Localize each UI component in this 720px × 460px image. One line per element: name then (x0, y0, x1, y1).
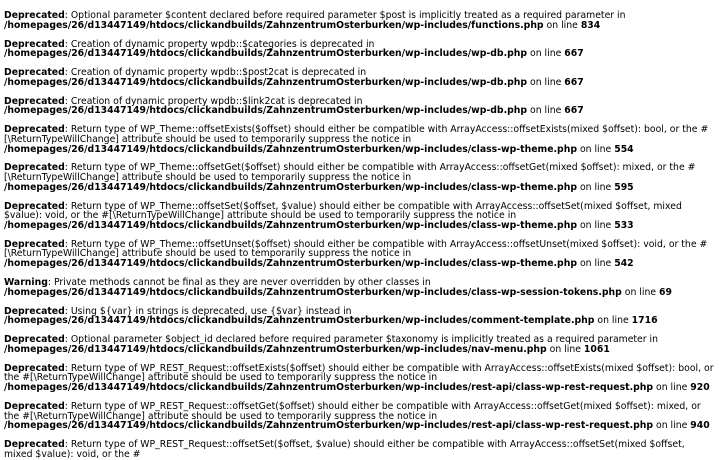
notice-level: Warning (4, 277, 48, 288)
php-notice: Deprecated: Return type of WP_REST_Request::offsetGet($offset) should either be compatible with ArrayAccess::offsetGet(mixed $offset): mixed, or the #[\ReturnTypeWillChange] attribute should be used to temporarily suppress the notice in /homepages/26/d13447149/htdocs/clickandbuilds/ZahnzentrumOsterburken/wp-includes/rest-api/class-wp-rest-request.php on line 940 (4, 400, 710, 432)
notice-file-path: /homepages/26/d13447149/htdocs/clickandbuilds/ZahnzentrumOsterburken/wp-includes/wp-db.php (4, 48, 528, 60)
php-notice: Deprecated: Return type of WP_Theme::offsetUnset($offset) should either be compatible with ArrayAccess::offsetUnset(mixed $offset): void, or the #[\ReturnTypeWillChange] attribute should be used to temporarily suppress the notice in /homepages/26/d13447149/htdocs/clickandbuilds/ZahnzentrumOsterburken/wp-includes/class-wp-theme.php on line 542 (4, 238, 708, 270)
notice-level: Deprecated (4, 200, 65, 212)
notice-message: Creation of dynamic property wpdb::$post2cat is deprecated in (70, 67, 367, 79)
notice-level: Deprecated (4, 400, 65, 412)
notice-level: Deprecated (4, 95, 65, 107)
notice-line-number: 667 (564, 48, 584, 60)
php-notice: Deprecated: Return type of WP_Theme::offsetExists($offset) should either be compatible with ArrayAccess::offsetExists(mixed $offset): bool, or the #[\ReturnTypeWillChange] attribute should be used to temporarily suppress the notice in /homepages/26/d13447149/htdocs/clickandbuilds/ZahnzentrumOsterburken/wp-includes/class-wp-theme.php on line 554 (4, 124, 709, 155)
notice-level: Deprecated (4, 10, 65, 21)
notice-file-path: /homepages/26/d13447149/htdocs/clickandbuilds/ZahnzentrumOsterburken/wp-includes/class-wp-theme.php (4, 219, 577, 231)
notice-message: Return type of WP_REST_Request::offsetGet($offset) should either be compatible with ArrayAccess::offsetGet(mixed $offset): mixed, or the #[\ReturnTypeWillChange] attribute should be used to temporarily suppress the notice in (4, 400, 701, 422)
notice-file-path: /homepages/26/d13447149/htdocs/clickandbuilds/ZahnzentrumOsterburken/wp-includes/wp-db.php (4, 105, 528, 117)
notice-message: Using ${var} in strings is deprecated, use {$var} instead in (70, 305, 352, 317)
php-notice: Deprecated: Creation of dynamic property wpdb::$categories is deprecated in /homepages/26/d13447149/htdocs/clickandbuilds/ZahnzentrumOsterburken/wp-includes/wp-db.php on line 667 (4, 38, 584, 60)
notice-level: Deprecated (4, 439, 65, 451)
notice-line-label: on line (576, 181, 615, 193)
notice-file-path: /homepages/26/d13447149/htdocs/clickandbuilds/ZahnzentrumOsterburken/wp-includes/functions.php (4, 19, 544, 31)
notice-level: Deprecated (4, 124, 65, 136)
notice-file-path: /homepages/26/d13447149/htdocs/clickandbuilds/ZahnzentrumOsterburken/wp-includes/class-wp-theme.php (4, 143, 577, 155)
notice-file-path: /homepages/26/d13447149/htdocs/clickandbuilds/ZahnzentrumOsterburken/wp-includes/class-wp-theme.php (4, 181, 577, 193)
notice-line-number: 69 (659, 286, 672, 298)
notice-level: Deprecated (4, 162, 65, 174)
notice-line-number: 667 (564, 105, 584, 117)
notice-line-number: 667 (564, 76, 584, 88)
notice-line-number: 834 (580, 19, 601, 31)
notice-line-number: 554 (614, 143, 634, 155)
notice-line-label: on line (576, 143, 615, 155)
notice-level: Deprecated (4, 305, 65, 317)
notice-line-label: on line (621, 286, 660, 298)
notice-line-label: on line (546, 343, 584, 355)
php-notice: Deprecated: Optional parameter $object_id declared before required parameter $taxonomy is implicitly treated as a required parameter in /homepages/26/d13447149/htdocs/clickandbuilds/ZahnzentrumOsterburken/wp-includes/nav-menu.php on line 1061 (4, 334, 659, 355)
notice-message: Return type of WP_Theme::offsetSet($offset, $value) should either be compatible with ArrayAccess::offsetSet(mixed $offset, mixed $value): void, or the #[\ReturnTypeWillChange] attribute should be used to temporarily suppress the notice in (4, 200, 682, 222)
notice-line-number: 1716 (631, 315, 658, 327)
notice-line-number: 533 (614, 219, 634, 231)
notice-level: Deprecated (4, 362, 65, 374)
php-notice: Deprecated: Return type of WP_REST_Request::offsetSet($offset, $value) should either be compatible with ArrayAccess::offsetSet(mixed $offset, mixed $value): void, or the # (4, 439, 685, 460)
notice-message: Private methods cannot be final as they are never overridden by other classes in (53, 277, 431, 288)
notice-line-label: on line (653, 381, 691, 393)
php-notice: Deprecated: Return type of WP_Theme::offsetGet($offset) should either be compatible with ArrayAccess::offsetGet(mixed $offset): mixed, or the #[\ReturnTypeWillChange] attribute should be used to temporarily suppress the notice in /homepages/26/d13447149/htdocs/clickandbuilds/ZahnzentrumOsterburken/wp-includes/class-wp-theme.php on line 595 (4, 162, 696, 193)
notice-line-number: 940 (690, 420, 710, 432)
notice-line-number: 595 (614, 181, 634, 193)
notice-message: Return type of WP_Theme::offsetUnset($offset) should either be compatible with ArrayAccess::offsetUnset(mixed $offset): void, or the #[\ReturnTypeWillChange] attribute should be used to temporarily suppress the notice in (4, 238, 708, 260)
notice-message: Creation of dynamic property wpdb::$categories is deprecated in (70, 38, 375, 50)
php-notice: Deprecated: Using ${var} in strings is deprecated, use {$var} instead in /homepages/26/d13447149/htdocs/clickandbuilds/ZahnzentrumOsterburken/wp-includes/comment-template.php on line 1716 (4, 305, 658, 327)
notice-message: Return type of WP_REST_Request::offsetExists($offset) should either be compatible with ArrayAccess::offsetExists(mixed $offset): bool, or the #[\ReturnTypeWillChange] attribute should be used to temporarily suppress the notice in (4, 362, 714, 384)
notice-line-label: on line (527, 48, 565, 60)
notice-file-path: /homepages/26/d13447149/htdocs/clickandbuilds/ZahnzentrumOsterburken/wp-includes/rest-api/class-wp-rest-request.php (4, 381, 654, 393)
notice-file-path: /homepages/26/d13447149/htdocs/clickandbuilds/ZahnzentrumOsterburken/wp-includes/wp-db.php (4, 76, 528, 88)
php-notice: Deprecated: Creation of dynamic property wpdb::$post2cat is deprecated in /homepages/26/d13447149/htdocs/clickandbuilds/ZahnzentrumOsterburken/wp-includes/wp-db.php on line 667 (4, 67, 584, 88)
php-notice: Warning: Private methods cannot be final as they are never overridden by other classes in /homepages/26/d13447149/htdocs/clickandbuilds/ZahnzentrumOsterburken/wp-includes/class-wp-session-tokens.php on line 69 (4, 277, 672, 298)
notice-line-label: on line (527, 105, 565, 117)
notice-file-path: /homepages/26/d13447149/htdocs/clickandbuilds/ZahnzentrumOsterburken/wp-includes/class-wp-session-tokens.php (4, 286, 622, 298)
notice-line-label: on line (543, 19, 581, 31)
notice-file-path: /homepages/26/d13447149/htdocs/clickandbuilds/ZahnzentrumOsterburken/wp-includes/comment-template.php (4, 315, 595, 327)
notice-level: Deprecated (4, 67, 65, 79)
notice-line-number: 920 (690, 381, 710, 393)
notice-message: Optional parameter $content declared before required parameter $post is implicitly treated as a required parameter in (70, 10, 626, 21)
notice-file-path: /homepages/26/d13447149/htdocs/clickandbuilds/ZahnzentrumOsterburken/wp-includes/rest-api/class-wp-rest-request.php (4, 420, 654, 432)
php-notice: Deprecated: Optional parameter $content declared before required parameter $post is implicitly treated as a required parameter in /homepages/26/d13447149/htdocs/clickandbuilds/ZahnzentrumOsterburken/wp-includes/functions.php on line 834 (4, 10, 626, 31)
notice-message: Creation of dynamic property wpdb::$link2cat is deprecated in (70, 95, 363, 107)
php-notice: Deprecated: Creation of dynamic property wpdb::$link2cat is deprecated in /homepages/26/d13447149/htdocs/clickandbuilds/ZahnzentrumOsterburken/wp-includes/wp-db.php on line 667 (4, 95, 584, 117)
notice-level: Deprecated (4, 334, 65, 346)
notice-file-path: /homepages/26/d13447149/htdocs/clickandbuilds/ZahnzentrumOsterburken/wp-includes/nav-menu.php (4, 343, 547, 355)
notice-line-number: 1061 (583, 343, 610, 355)
php-notice: Deprecated: Return type of WP_Theme::offsetSet($offset, $value) should either be compatible with ArrayAccess::offsetSet(mixed $offset, mixed $value): void, or the #[\ReturnTypeWillChange] attribute should be used to temporarily suppress the notice in /homepages/26/d13447149/htdocs/clickandbuilds/ZahnzentrumOsterburken/wp-includes/class-wp-theme.php on line 533 (4, 200, 682, 231)
notice-line-label: on line (594, 315, 632, 327)
notice-line-label: on line (527, 76, 565, 88)
php-notice: Deprecated: Return type of WP_REST_Request::offsetExists($offset) should either be compatible with ArrayAccess::offsetExists(mixed $offset): bool, or the #[\ReturnTypeWillChange] attribute should be used to temporarily suppress the notice in /homepages/26/d13447149/htdocs/clickandbuilds/ZahnzentrumOsterburken/wp-includes/rest-api/class-wp-rest-request.php on line 920 (4, 362, 714, 393)
notice-line-number: 542 (614, 258, 634, 270)
notice-line-label: on line (653, 420, 691, 432)
notice-file-path: /homepages/26/d13447149/htdocs/clickandbuilds/ZahnzentrumOsterburken/wp-includes/class-wp-theme.php (4, 258, 577, 270)
notice-level: Deprecated (4, 38, 65, 50)
notice-level: Deprecated (4, 238, 65, 250)
notice-message: Optional parameter $object_id declared before required parameter $taxonomy is implicitly treated as a required parameter in (70, 334, 659, 346)
notice-message: Return type of WP_Theme::offsetGet($offset) should either be compatible with ArrayAccess::offsetGet(mixed $offset): mixed, or the #[\ReturnTypeWillChange] attribute should be used to temporarily suppress the notice in (4, 162, 696, 184)
notice-line-label: on line (576, 219, 615, 231)
notice-message: Return type of WP_Theme::offsetExists($offset) should either be compatible with ArrayAccess::offsetExists(mixed $offset): bool, or the #[\ReturnTypeWillChange] attribute should be used to temporarily suppress the notice in (4, 124, 709, 145)
notice-message: Return type of WP_REST_Request::offsetSet($offset, $value) should either be compatible with ArrayAccess::offsetSet(mixed $offset, mixed $value): void, or the # (4, 439, 685, 460)
notice-line-label: on line (576, 258, 615, 270)
